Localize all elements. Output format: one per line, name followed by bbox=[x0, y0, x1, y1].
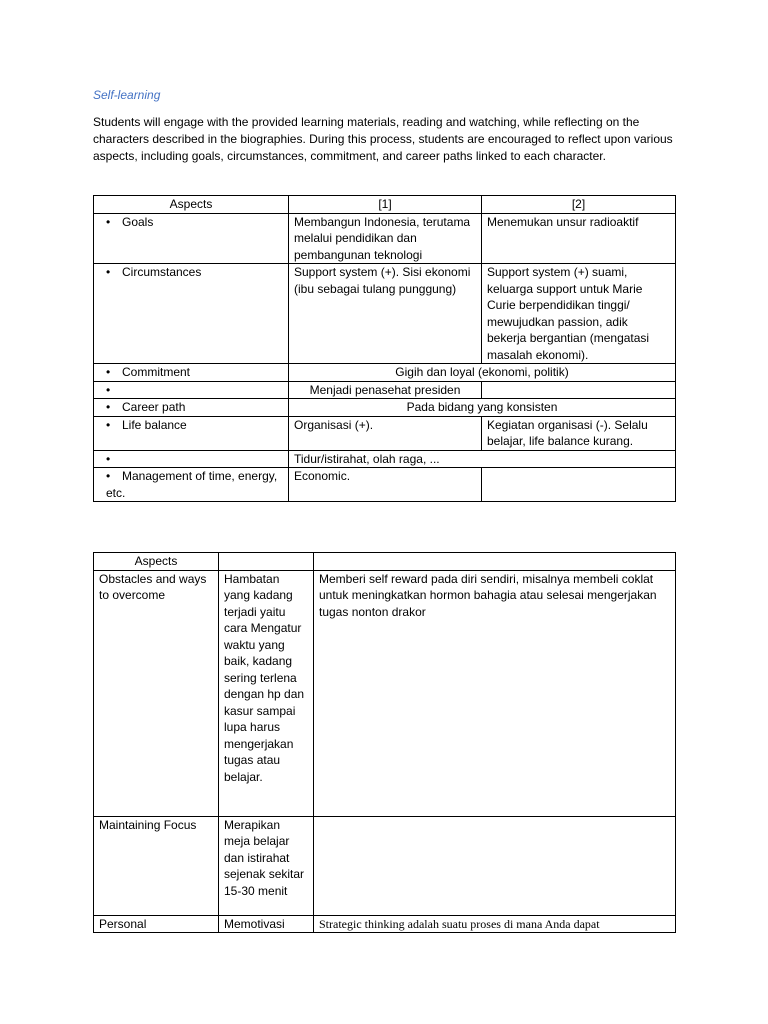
table-row bbox=[94, 915, 676, 933]
cell: Menemukan unsur radioaktif bbox=[482, 213, 676, 264]
cell bbox=[482, 381, 676, 399]
header-col-2: [2] bbox=[482, 196, 676, 214]
cell: Memberi self reward pada diri sendiri, misalnya membeli coklat untuk meningkatkan hormon bahagia atau selesai mengerjakan tugas nonton drakor bbox=[314, 570, 676, 816]
header-col-1: [1] bbox=[289, 196, 482, 214]
aspect-empty bbox=[94, 450, 289, 468]
aspect-obstacles: Obstacles and ways to overcome bbox=[94, 570, 219, 816]
table-row bbox=[94, 416, 676, 450]
cell bbox=[314, 816, 676, 915]
table-row bbox=[94, 399, 676, 417]
table-row bbox=[94, 213, 676, 264]
header-aspects: Aspects bbox=[94, 196, 289, 214]
merged-cell: Tidur/istirahat, olah raga, ... bbox=[289, 450, 676, 468]
cell: Strategic thinking adalah suatu proses di mana Anda dapat bbox=[314, 915, 676, 933]
aspects-table-2 bbox=[93, 552, 676, 933]
cell: Membangun Indonesia, terutama melalui pendidikan dan pembangunan teknologi bbox=[289, 213, 482, 264]
aspect-life-balance: • Life balance bbox=[94, 416, 289, 450]
cell: Organisasi (+). bbox=[289, 416, 482, 450]
aspect-maintaining-focus: Maintaining Focus bbox=[94, 816, 219, 915]
aspect-career-path: • Career path bbox=[94, 399, 289, 417]
table-row bbox=[94, 816, 676, 915]
table-row bbox=[94, 450, 676, 468]
aspect-personal: Personal bbox=[94, 915, 219, 933]
merged-cell: Gigih dan loyal (ekonomi, politik) bbox=[289, 364, 676, 382]
cell: Memotivasi bbox=[219, 915, 314, 933]
aspect-goals: • Goals bbox=[94, 213, 289, 264]
table-row bbox=[94, 468, 676, 502]
table-header-row bbox=[94, 553, 676, 571]
cell: Support system (+). Sisi ekonomi (ibu sebagai tulang punggung) bbox=[289, 264, 482, 364]
cell: Support system (+) suami, keluarga support untuk Marie Curie berpendidikan tinggi/ mewujudkan passion, adik bekerja bergantian (mengatasi masalah ekonomi). bbox=[482, 264, 676, 364]
table-row bbox=[94, 381, 676, 399]
intro-paragraph: Students will engage with the provided learning materials, reading and watching, while reflecting on the characters described in the biographies. During this process, students are encouraged to reflect upon various aspects, including goals, circumstances, commitment, and career paths linked to each character. bbox=[93, 115, 673, 163]
table-row bbox=[94, 364, 676, 382]
table-row bbox=[94, 264, 676, 364]
cell: Hambatan yang kadang terjadi yaitu cara Mengatur waktu yang baik, kadang sering terlena dengan hp dan kasur sampai lupa harus mengerjakan tugas atau belajar. bbox=[219, 570, 314, 816]
merged-cell: Pada bidang yang konsisten bbox=[289, 399, 676, 417]
section-heading: Self-learning bbox=[93, 88, 161, 102]
cell bbox=[482, 468, 676, 502]
cell: Kegiatan organisasi (-). Selalu belajar, life balance kurang. bbox=[482, 416, 676, 450]
header-aspects: Aspects bbox=[94, 553, 219, 571]
aspect-empty bbox=[94, 381, 289, 399]
cell: Economic. bbox=[289, 468, 482, 502]
table-header-row bbox=[94, 196, 676, 214]
aspect-management: • Management of time, energy, etc. bbox=[94, 468, 289, 502]
aspect-commitment: • Commitment bbox=[94, 364, 289, 382]
header-col-1 bbox=[219, 553, 314, 571]
table-row bbox=[94, 570, 676, 816]
cell: Merapikan meja belajar dan istirahat sejenak sekitar 15-30 menit bbox=[219, 816, 314, 915]
aspects-table-1 bbox=[93, 195, 676, 502]
header-col-2 bbox=[314, 553, 676, 571]
aspect-circumstances: • Circumstances bbox=[94, 264, 289, 364]
cell: Menjadi penasehat presiden bbox=[289, 381, 482, 399]
